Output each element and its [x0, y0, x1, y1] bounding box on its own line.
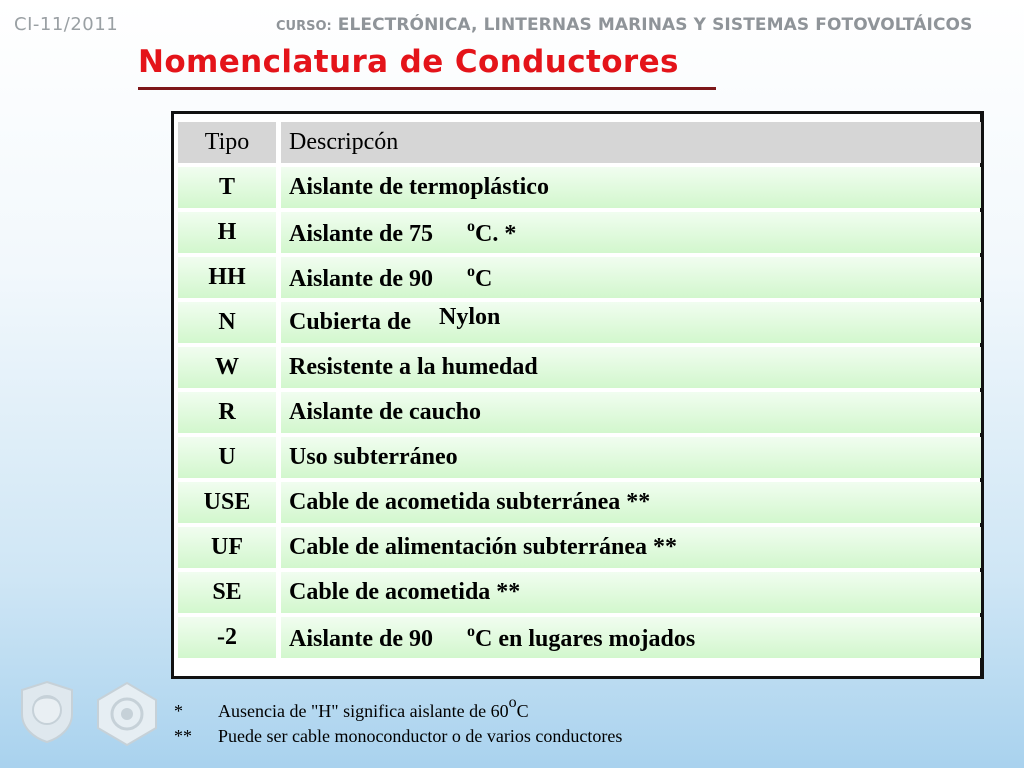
- cell-descripcion: [281, 572, 981, 613]
- column-header-descripcion: Descripcón: [281, 122, 981, 163]
- cell-tipo: USE: [178, 482, 281, 523]
- cell-descripcion: [281, 392, 981, 433]
- footnote-unit: C: [516, 701, 529, 721]
- footnote-text: Ausencia de "H" significa aislante de 60: [218, 701, 509, 721]
- description-text: Aislante de caucho: [289, 399, 481, 425]
- conductors-table: [178, 118, 981, 662]
- cell-tipo: W: [178, 347, 281, 388]
- table-row: [178, 347, 981, 388]
- footnote-mark: **: [174, 726, 192, 746]
- description-text: Cable de acometida subterránea **: [289, 489, 651, 515]
- description-text: Cubierta de: [289, 309, 411, 335]
- cell-descripcion: [281, 437, 981, 478]
- page-title: Nomenclatura de Conductores: [138, 44, 679, 80]
- cell-descripcion: [281, 257, 981, 298]
- table-row: [178, 212, 981, 253]
- course-label: CURSO:: [276, 19, 332, 34]
- footnote-text: Puede ser cable monoconductor o de varios conductores: [218, 726, 623, 746]
- description-unit: C. *: [475, 220, 517, 247]
- degree-mark: o: [508, 694, 517, 711]
- table-row: [178, 437, 981, 478]
- course-code: CI-11/2011: [14, 14, 119, 35]
- title-underline: [138, 87, 716, 90]
- institution-logo-icon: [93, 680, 161, 748]
- conductors-table-frame: [171, 111, 984, 679]
- table-row: [178, 482, 981, 523]
- cell-descripcion: [281, 302, 981, 343]
- description-text: Cable de alimentación subterránea **: [289, 534, 677, 560]
- description-unit: C: [475, 265, 493, 292]
- cell-descripcion: [281, 527, 981, 568]
- table-row: [178, 527, 981, 568]
- description-extra: Nylon: [439, 304, 501, 330]
- cell-tipo: H: [178, 212, 281, 253]
- table-header-row: [178, 122, 981, 163]
- cell-tipo: U: [178, 437, 281, 478]
- description-text: Aislante de termoplástico: [289, 174, 549, 200]
- table-row: [178, 167, 981, 208]
- table-row: [178, 392, 981, 433]
- cell-tipo: -2: [178, 617, 281, 658]
- table-row: [178, 302, 981, 343]
- cell-descripcion: [281, 212, 981, 253]
- description-text: Cable de acometida **: [289, 579, 521, 605]
- description-unit: C en lugares mojados: [475, 625, 696, 652]
- cell-descripcion: [281, 347, 981, 388]
- footnote-2: [174, 724, 622, 749]
- description-text: Uso subterráneo: [289, 444, 458, 470]
- cell-tipo: N: [178, 302, 281, 343]
- footnote-1: [174, 690, 622, 724]
- degree-mark: o: [467, 622, 475, 640]
- course-name: ELECTRÓNICA, LINTERNAS MARINAS Y SISTEMAS FOTOVOLTÁICOS: [337, 15, 973, 35]
- cell-tipo: HH: [178, 257, 281, 298]
- description-text: Aislante de 90: [289, 265, 433, 292]
- footnotes: [174, 690, 622, 749]
- table-row: [178, 572, 981, 613]
- course-title: [276, 15, 972, 35]
- cell-descripcion: [281, 617, 981, 658]
- course-header: [0, 6, 1024, 42]
- footnote-mark: *: [174, 701, 183, 721]
- cell-tipo: UF: [178, 527, 281, 568]
- description-text: Resistente a la humedad: [289, 354, 538, 380]
- cell-tipo: T: [178, 167, 281, 208]
- table-row: [178, 617, 981, 658]
- unam-seal-icon: [18, 680, 76, 744]
- cell-tipo: R: [178, 392, 281, 433]
- degree-mark: o: [467, 262, 475, 280]
- description-text: Aislante de 90: [289, 625, 433, 652]
- description-text: Aislante de 75: [289, 220, 433, 247]
- cell-descripcion: [281, 167, 981, 208]
- table-row: [178, 257, 981, 298]
- cell-descripcion: [281, 482, 981, 523]
- degree-mark: o: [467, 217, 475, 235]
- column-header-tipo: Tipo: [178, 122, 281, 163]
- cell-tipo: SE: [178, 572, 281, 613]
